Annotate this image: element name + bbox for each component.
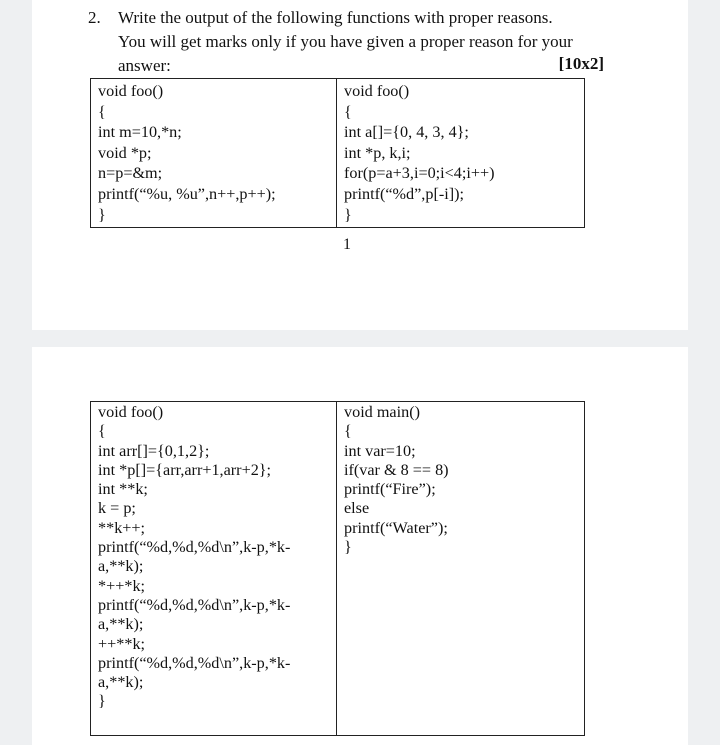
code-cell-left — [91, 402, 337, 736]
code-line: a,**k); — [98, 673, 144, 692]
code-line: int *p[]={arr,arr+1,arr+2}; — [98, 460, 272, 479]
page-2 — [32, 347, 688, 745]
code-line: ++**k; — [98, 634, 146, 653]
question-line-1: Write the output of the following functions with proper reasons. — [118, 8, 553, 27]
code-line: { — [344, 422, 352, 441]
code-line: void foo() — [344, 82, 410, 100]
code-line: int *p, k,i; — [344, 143, 411, 162]
code-line: printf(“%u, %u”,n++,p++); — [98, 184, 276, 203]
code-line: int var=10; — [344, 441, 416, 460]
code-line: void foo() — [98, 82, 164, 100]
code-line: void foo() — [98, 403, 164, 421]
code-line: for(p=a+3,i=0;i<4;i++) — [344, 164, 495, 183]
code-table-2 — [90, 401, 585, 736]
code-cell-left — [91, 79, 337, 228]
code-line: a,**k); — [98, 557, 144, 576]
question-number: 2. — [88, 8, 101, 27]
code-line: printf(“%d,%d,%d\n”,k-p,*k- — [98, 538, 291, 557]
question-marks: [10x2] — [558, 54, 604, 73]
code-line: n=p=&m; — [98, 164, 163, 183]
question-line-2: You will get marks only if you have given a proper reason for your — [118, 32, 573, 51]
code-line: } — [344, 538, 352, 557]
page-1 — [32, 0, 688, 330]
code-line: k = p; — [98, 499, 136, 518]
code-table-1 — [90, 78, 585, 228]
code-line: **k++; — [98, 518, 146, 537]
code-line: { — [98, 102, 106, 121]
code-line: { — [344, 102, 352, 121]
code-line: printf(“%d,%d,%d\n”,k-p,*k- — [98, 595, 291, 614]
code-line: void main() — [344, 403, 420, 421]
code-line: *++*k; — [98, 576, 146, 595]
code-cell-right — [337, 402, 585, 736]
code-line: } — [98, 205, 106, 224]
code-line: printf(“%d,%d,%d\n”,k-p,*k- — [98, 653, 291, 672]
code-line: int arr[]={0,1,2}; — [98, 441, 210, 460]
code-line: a,**k); — [98, 615, 144, 634]
question-line-3: answer: — [118, 56, 171, 75]
page-number: 1 — [343, 236, 351, 253]
code-line: int **k; — [98, 480, 148, 499]
code-line: printf(“Fire”); — [344, 480, 436, 499]
code-line: printf(“Water”); — [344, 518, 448, 537]
code-line: else — [344, 499, 370, 518]
code-line: void *p; — [98, 143, 152, 162]
code-line: } — [344, 205, 352, 224]
code-line: } — [98, 692, 106, 711]
code-line: int m=10,*n; — [98, 123, 182, 142]
code-line: if(var & 8 == 8) — [344, 460, 449, 479]
code-cell-right — [337, 79, 585, 228]
code-line: printf(“%d”,p[-i]); — [344, 184, 464, 203]
code-line: int a[]={0, 4, 3, 4}; — [344, 123, 469, 142]
code-line: { — [98, 422, 106, 441]
